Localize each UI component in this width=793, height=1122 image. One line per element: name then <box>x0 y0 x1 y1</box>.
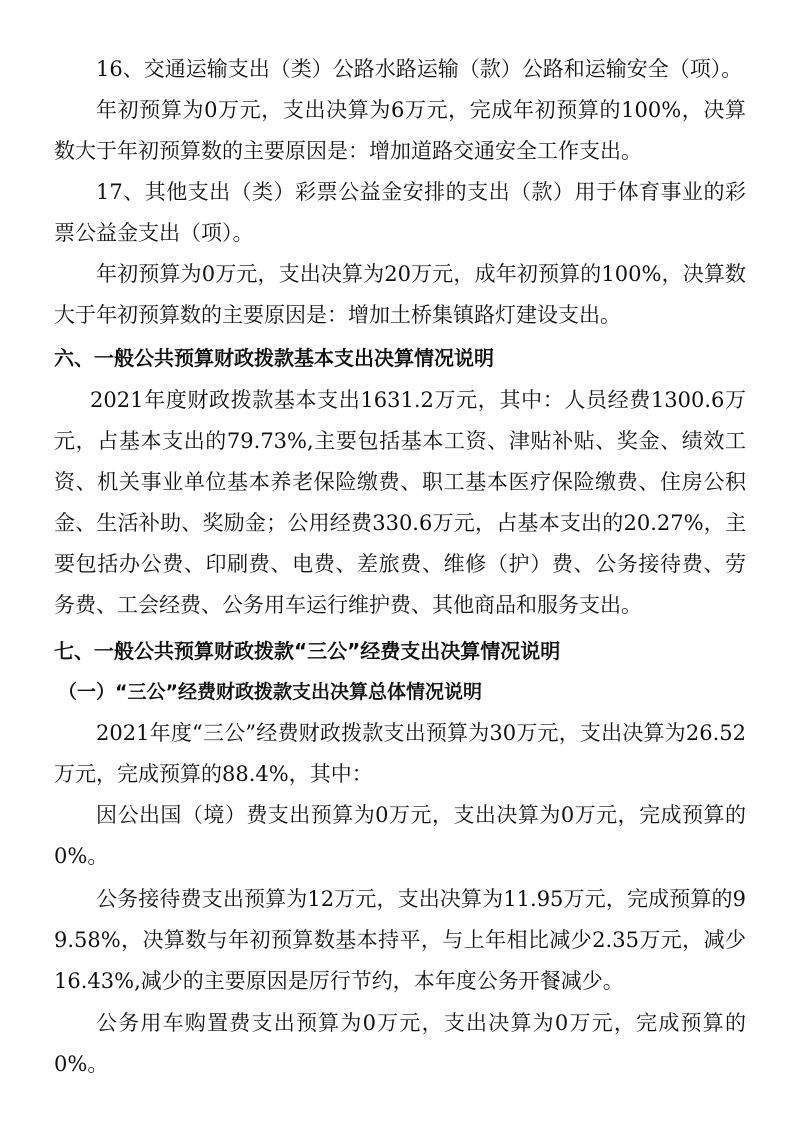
section-7-summary: 2021年度“三公”经费财政拨款支出预算为30万元，支出决算为26.52万元，完成预算的88.4%，其中： <box>54 721 746 786</box>
section-6-heading: 六、一般公共预算财政拨款基本支出决算情况说明 <box>54 346 494 370</box>
item-17-title: 17、其他支出（类）彩票公益金安排的支出（款）用于体育事业的彩票公益金支出（项）。 <box>54 180 746 245</box>
section-7-abroad-expense: 因公出国（境）费支出预算为0万元，支出决算为0万元，完成预算的0%。 <box>54 803 746 868</box>
section-7-sub-1-heading: （一）“三公”经费财政拨款支出决算总体情况说明 <box>58 681 482 703</box>
section-7-heading: 七、一般公共预算财政拨款“三公”经费支出决算情况说明 <box>54 639 561 663</box>
section-7-reception-expense: 公务接待费支出预算为12万元，支出决算为11.95万元，完成预算的99.58%，决算数与年初预算数基本持平，与上年相比减少2.35万元，减少16.43%,减少的主要原因是厉行节约，本年度公务开餐减少。 <box>54 887 746 993</box>
item-17-body: 年初预算为0万元，支出决算为20万元，成年初预算的100%，决算数大于年初预算数的主要原因是：增加土桥集镇路灯建设支出。 <box>54 262 746 327</box>
section-7-vehicle-purchase-expense: 公务用车购置费支出预算为0万元，支出决算为0万元，完成预算的0%。 <box>54 1011 746 1076</box>
item-16-body: 年初预算为0万元，支出决算为6万元，完成年初预算的100%，决算数大于年初预算数的主要原因是：增加道路交通安全工作支出。 <box>54 98 746 163</box>
section-6-body: 2021年度财政拨款基本支出1631.2万元，其中：人员经费1300.6万元，占基本支出的79.73%,主要包括基本工资、津贴补贴、奖金、绩效工资、机关事业单位基本养老保险缴费、职工基本医疗保险缴费、住房公积金、生活补助、奖励金；公用经费330.6万元，占基本支出的20.27%，主要包括办公费、印刷费、电费、差旅费、维修（护）费、公务接待费、劳务费、工会经费、公务用车运行维护费、其他商品和服务支出。 <box>54 388 746 617</box>
item-16-title: 16、交通运输支出（类）公路水路运输（款）公路和运输安全（项）。 <box>96 57 743 81</box>
